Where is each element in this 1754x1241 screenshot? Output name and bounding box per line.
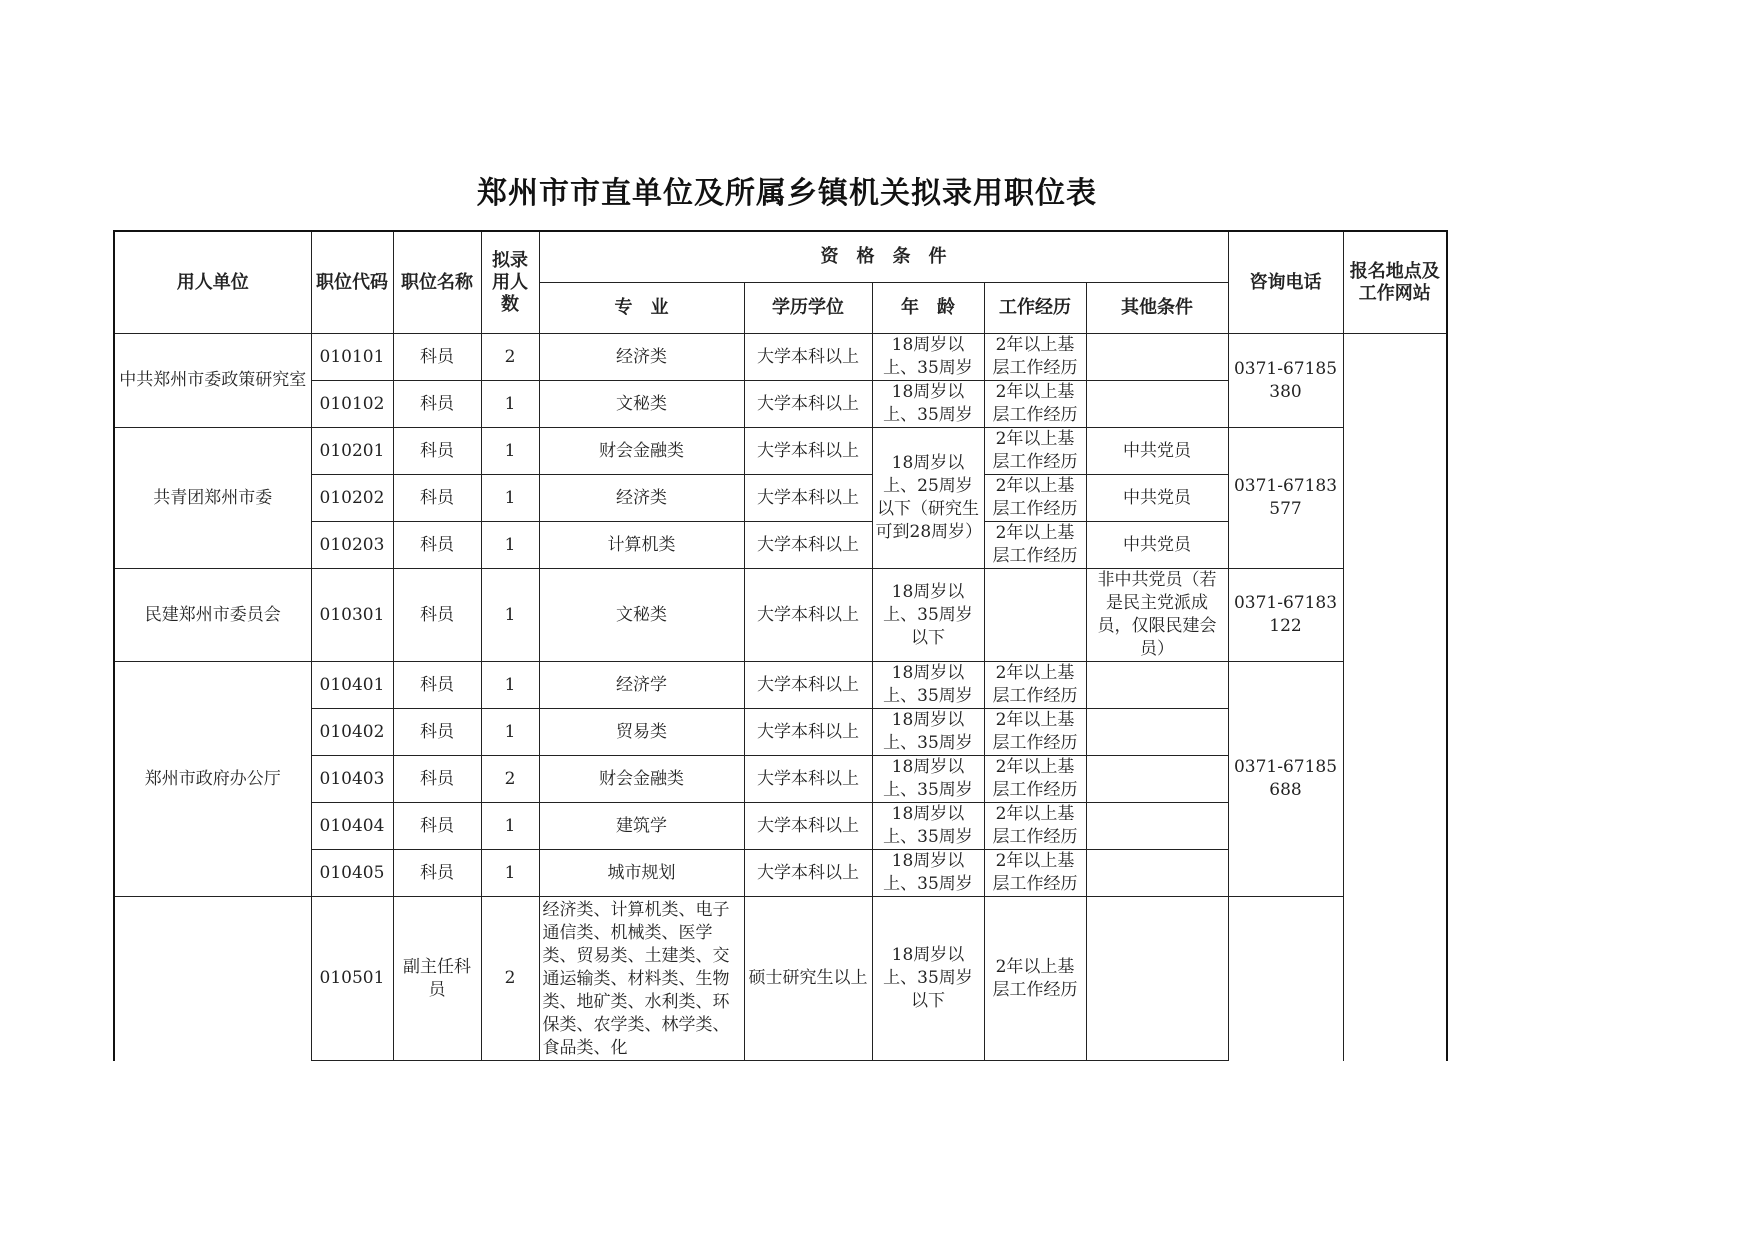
major-cell: 计算机类 [539,522,744,569]
other-cell [1086,850,1228,897]
position-cell: 科员 [393,850,481,897]
major-cell: 财会金融类 [539,428,744,475]
age-text: 18周岁以上、35周岁 [883,382,973,425]
experience-cell: 2年以上基层工作经历 [984,897,1086,1061]
education-cell: 大学本科以上 [744,756,872,803]
education-cell: 大学本科以上 [744,428,872,475]
other-cell [1086,803,1228,850]
major-cell: 建筑学 [539,803,744,850]
education-cell: 大学本科以上 [744,569,872,662]
other-cell: 中共党员 [1086,475,1228,522]
code-cell: 010201 [311,428,393,475]
header-site: 报名地点及工作网站 [1343,231,1447,334]
position-cell: 科员 [393,381,481,428]
phone-cell: 0371-67185688 [1228,662,1343,897]
code-cell: 010405 [311,850,393,897]
experience-text: 2年以上基层工作经历 [992,523,1078,566]
other-cell [1086,334,1228,381]
education-cell: 大学本科以上 [744,803,872,850]
header-other: 其他条件 [1086,283,1228,334]
experience-cell [984,428,1086,475]
phone-cell: 0371-67183122 [1228,569,1343,662]
major-cell: 文秘类 [539,569,744,662]
position-cell: 科员 [393,334,481,381]
position-cell: 科员 [393,428,481,475]
code-cell: 010101 [311,334,393,381]
education-cell: 大学本科以上 [744,662,872,709]
header-name: 职位名称 [393,231,481,334]
header-qualifications: 资 格 条 件 [539,231,1228,283]
count-cell: 2 [481,334,539,381]
position-cell: 科员 [393,522,481,569]
experience-text: 2年以上基层工作经历 [992,757,1078,800]
age-cell [872,803,984,850]
other-cell [1086,662,1228,709]
header-major: 专 业 [539,283,744,334]
header-education: 学历学位 [744,283,872,334]
experience-cell [984,850,1086,897]
phone-cell: 0371-67183577 [1228,428,1343,569]
age-cell: 18周岁以上、35周岁以下 [872,569,984,662]
position-cell: 科员 [393,709,481,756]
major-cell: 经济类 [539,475,744,522]
experience-text: 2年以上基层工作经历 [992,851,1078,894]
other-text: 非中共党员（若是民主党派成员，仅限民建会员） [1097,570,1217,659]
education-cell: 大学本科以上 [744,709,872,756]
education-cell: 大学本科以上 [744,334,872,381]
education-cell: 大学本科以上 [744,850,872,897]
experience-text: 2年以上基层工作经历 [992,710,1078,753]
page-title: 郑州市市直单位及所属乡镇机关拟录用职位表 [477,176,1097,211]
header-unit: 用人单位 [114,231,311,334]
other-cell: 中共党员 [1086,522,1228,569]
age-cell: 18周岁以上、25周岁以下（研究生可到28周岁） [872,428,984,569]
job-positions-table [113,230,1448,1061]
age-cell: 18周岁以上、35周岁以下 [872,897,984,1061]
education-cell: 大学本科以上 [744,381,872,428]
age-text: 18周岁以上、35周岁 [883,757,973,800]
header-age: 年 龄 [872,283,984,334]
experience-text: 2年以上基层工作经历 [992,335,1078,378]
table-row [114,662,1447,709]
unit-cell: 中共郑州市委政策研究室 [114,334,311,428]
experience-cell [984,709,1086,756]
count-cell: 2 [481,756,539,803]
header-row-1 [114,231,1447,283]
age-cell [872,850,984,897]
count-cell: 1 [481,475,539,522]
position-cell: 科员 [393,569,481,662]
header-phone: 咨询电话 [1228,231,1343,334]
count-cell: 1 [481,662,539,709]
major-cell: 经济学 [539,662,744,709]
header-code: 职位代码 [311,231,393,334]
experience-text: 2年以上基层工作经历 [992,429,1078,472]
education-cell: 硕士研究生以上 [744,897,872,1061]
code-cell: 010301 [311,569,393,662]
age-text: 18周岁以上、35周岁 [883,804,973,847]
other-cell [1086,756,1228,803]
position-cell: 科员 [393,803,481,850]
age-text: 18周岁以上、35周岁 [883,851,973,894]
experience-cell [984,522,1086,569]
other-cell [1086,709,1228,756]
major-cell: 城市规划 [539,850,744,897]
count-cell: 1 [481,569,539,662]
experience-cell [984,334,1086,381]
major-cell: 贸易类 [539,709,744,756]
unit-cell: 共青团郑州市委 [114,428,311,569]
unit-cell [114,897,311,1061]
major-cell: 经济类 [539,334,744,381]
experience-cell [984,803,1086,850]
table-row [114,428,1447,475]
code-cell: 010403 [311,756,393,803]
position-cell: 科员 [393,662,481,709]
code-cell: 010401 [311,662,393,709]
major-text: 经济类、计算机类、电子通信类、机械类、医学类、贸易类、土建类、交通运输类、材料类、生物类、地矿类、水利类、环保类、农学类、林学类、食品类、化 [542,899,730,1058]
position-cell: 副主任科员 [393,897,481,1061]
count-cell: 1 [481,381,539,428]
phone-cell [1228,897,1343,1061]
major-cell: 文秘类 [539,381,744,428]
unit-cell: 郑州市政府办公厅 [114,662,311,897]
major-cell: 财会金融类 [539,756,744,803]
header-count: 拟录用人数 [481,231,539,334]
experience-text: 2年以上基层工作经历 [992,476,1078,519]
age-cell [872,756,984,803]
code-cell: 010402 [311,709,393,756]
experience-text: 2年以上基层工作经历 [992,382,1078,425]
unit-cell: 民建郑州市委员会 [114,569,311,662]
phone-cell: 0371-67185380 [1228,334,1343,428]
code-cell: 010501 [311,897,393,1061]
age-text: 18周岁以上、35周岁 [883,335,973,378]
table-row [114,334,1447,381]
other-cell [1086,897,1228,1061]
age-text: 18周岁以上、35周岁 [883,663,973,706]
count-cell: 1 [481,803,539,850]
site-cell [1343,334,1447,1061]
experience-cell [984,756,1086,803]
position-cell: 科员 [393,756,481,803]
count-cell: 1 [481,428,539,475]
experience-text: 2年以上基层工作经历 [992,663,1078,706]
experience-text: 2年以上基层工作经历 [992,804,1078,847]
count-cell: 1 [481,522,539,569]
header-experience: 工作经历 [984,283,1086,334]
age-text: 18周岁以上、35周岁 [883,710,973,753]
count-cell: 1 [481,709,539,756]
code-cell: 010202 [311,475,393,522]
table-row [114,569,1447,662]
position-cell: 科员 [393,475,481,522]
other-cell [1086,569,1228,662]
count-cell: 2 [481,897,539,1061]
table-row [114,897,1447,1061]
count-cell: 1 [481,850,539,897]
age-cell [872,709,984,756]
education-cell: 大学本科以上 [744,522,872,569]
other-cell: 中共党员 [1086,428,1228,475]
experience-cell [984,381,1086,428]
experience-cell [984,662,1086,709]
code-cell: 010404 [311,803,393,850]
experience-cell [984,475,1086,522]
education-cell: 大学本科以上 [744,475,872,522]
age-cell [872,334,984,381]
experience-cell [984,569,1086,662]
major-cell [539,897,744,1061]
age-cell [872,381,984,428]
age-cell [872,662,984,709]
code-cell: 010203 [311,522,393,569]
other-cell [1086,381,1228,428]
code-cell: 010102 [311,381,393,428]
